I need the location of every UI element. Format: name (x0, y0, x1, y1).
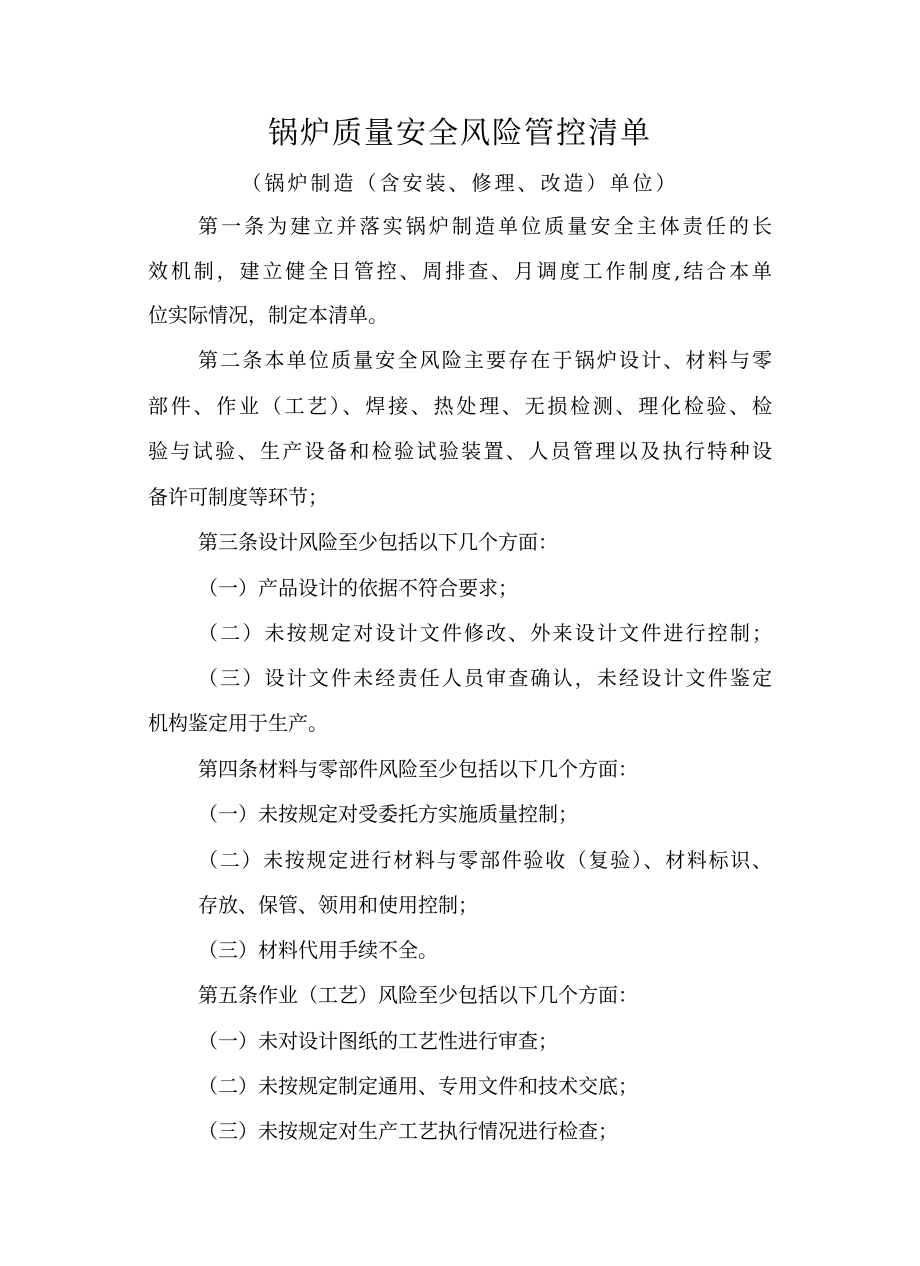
paragraph-line: 效机制，建立健全日管控、周排查、月调度工作制度,结合本单 (148, 259, 772, 283)
paragraph-line: （二）未按规定对设计文件修改、外来设计文件进行控制； (198, 621, 772, 645)
paragraph-line: 验与试验、生产设备和检验试验装置、人员管理以及执行特种设 (148, 439, 772, 463)
document-title: 锅炉质量安全风险管控清单 (268, 116, 652, 151)
paragraph-line: 备许可制度等环节； (148, 485, 328, 509)
paragraph-line: 第一条为建立并落实锅炉制造单位质量安全主体责任的长 (198, 214, 772, 238)
document-subtitle: （锅炉制造（含安装、修理、改造）单位） (241, 171, 679, 195)
paragraph-line: （一）未对设计图纸的工艺性进行审查； (198, 1029, 558, 1053)
paragraph-line: 第二条本单位质量安全风险主要存在于锅炉设计、材料与零 (198, 348, 772, 372)
paragraph-line: （一）未按规定对受委托方实施质量控制； (198, 802, 578, 826)
paragraph-line: （一）产品设计的依据不符合要求； (198, 576, 518, 600)
paragraph-line: 存放、保管、领用和使用控制； (198, 893, 478, 917)
paragraph-line: 位实际情况，制定本清单。 (148, 303, 388, 327)
paragraph-line: 第四条材料与零部件风险至少包括以下几个方面： (198, 757, 638, 781)
paragraph-line: （二）未按规定制定通用、专用文件和技术交底； (198, 1074, 638, 1098)
paragraph-line: 机构鉴定用于生产。 (148, 711, 328, 735)
paragraph-line: 第五条作业（工艺）风险至少包括以下几个方面： (198, 983, 638, 1007)
paragraph-line: 部件、作业（工艺）、焊接、热处理、无损检测、理化检验、检 (148, 394, 772, 418)
paragraph-line: （三）设计文件未经责任人员审查确认，未经设计文件鉴定 (198, 666, 772, 690)
paragraph-line: （二）未按规定进行材料与零部件验收（复验）、材料标识、 (198, 848, 772, 872)
paragraph-line: （三）未按规定对生产工艺执行情况进行检查； (198, 1119, 618, 1143)
paragraph-line: 第三条设计风险至少包括以下几个方面： (198, 530, 558, 554)
paragraph-line: （三）材料代用手续不全。 (198, 938, 438, 962)
